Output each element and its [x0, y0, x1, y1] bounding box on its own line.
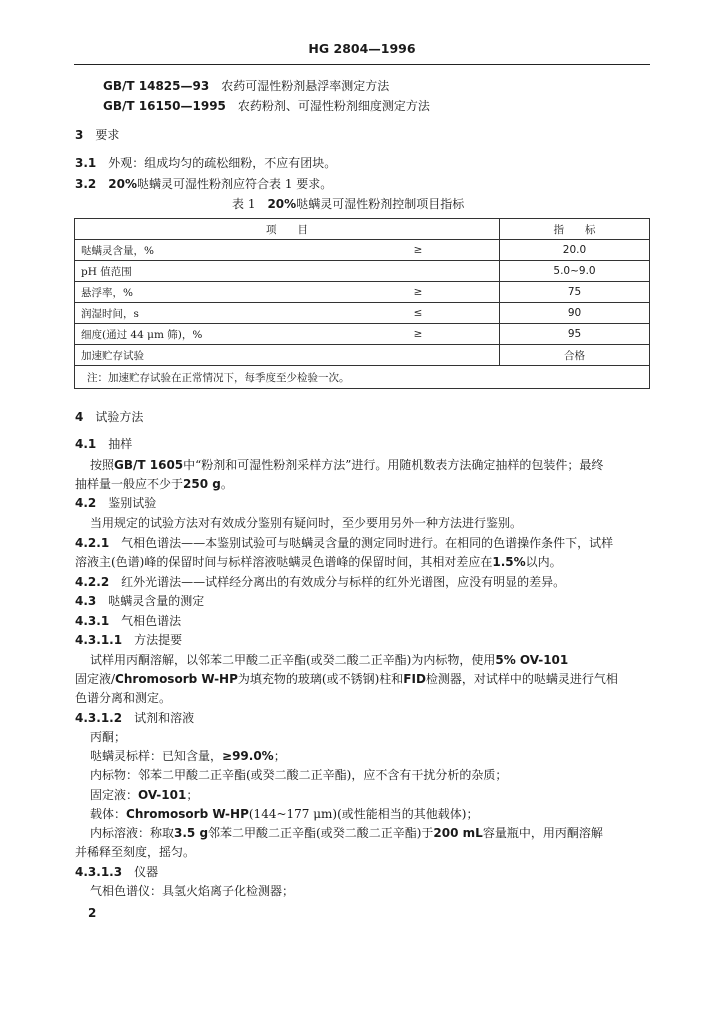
- reagent-internal-standard: 内标物：邻苯二甲酸二正辛酯(或癸二酸二正辛酯)，应不含有干扰分析的杂质；: [90, 768, 508, 782]
- spec-table: [74, 218, 650, 389]
- clause-4-3-1-1-text-1: 试样用丙酮溶解，以邻苯二甲酸二正辛酯(或癸二酸二正辛酯)为内标物，使用5% OV-101: [90, 653, 569, 667]
- reagent-internal-solution-2: 并稀释至刻度，摇匀。: [75, 845, 196, 859]
- clause-4-3-heading: 4.3 哒螨灵含量的测定: [75, 594, 205, 608]
- table-row: 加速贮存试验 合格: [75, 345, 650, 366]
- reagent-standard: 哒螨灵标样：已知含量，≥99.0%；: [90, 749, 286, 763]
- clause-4-2-2: 4.2.2 红外光谱法——试样经分离出的有效成分与标样的红外光谱图，应没有明显的差异。: [75, 575, 566, 589]
- clause-4-2-1: 4.2.1 气相色谱法——本鉴别试验可与哒螨灵含量的测定同时进行。在相同的色谱操作条件下，试样: [75, 536, 614, 550]
- clause-4-3-1-1-text-2: 固定液/Chromosorb W-HP为填充物的玻璃(或不锈钢)柱和FID检测器，对试样中的哒螨灵进行气相: [75, 672, 618, 686]
- clause-4-3-1-3-heading: 4.3.1.3 仪器: [75, 865, 159, 879]
- standard-code: HG 2804—1996: [308, 41, 416, 56]
- reference-2: GB/T 16150—1995 农药粉剂、可湿性粉剂细度测定方法: [103, 99, 430, 113]
- reference-1: GB/T 14825—93 农药可湿性粉剂悬浮率测定方法: [103, 79, 390, 93]
- instrument-gc: 气相色谱仪：具氢火焰离子化检测器；: [90, 884, 295, 898]
- reagent-acetone: 丙酮；: [90, 730, 127, 744]
- clause-4-2-text: 当用规定的试验方法对有效成分鉴别有疑问时，至少要用另外一种方法进行鉴别。: [90, 516, 523, 530]
- clause-4-1-text-2: 抽样量一般应不少于250 g。: [75, 477, 233, 491]
- clause-4-2-1-text-2: 溶液主(色谱)峰的保留时间与标样溶液哒螨灵色谱峰的保留时间，其相对差应在1.5%以内。: [75, 555, 562, 569]
- col-item-header: 项 目: [75, 219, 500, 240]
- clause-3-2: 3.2 20%哒螨灵可湿性粉剂应符合表 1 要求。: [75, 177, 333, 191]
- clause-3-1: 3.1 外观：组成均匀的疏松细粉，不应有团块。: [75, 156, 337, 170]
- clause-4-3-1-heading: 4.3.1 气相色谱法: [75, 614, 182, 628]
- table-header-row: [75, 219, 650, 240]
- table-note-row: [75, 366, 650, 389]
- clause-4-1-heading: 4.1 抽样: [75, 437, 133, 451]
- reagent-internal-solution-1: 内标溶液：称取3.5 g邻苯二甲酸二正辛酯(或癸二酸二正辛酯)于200 mL容量瓶中，用丙酮溶解: [90, 826, 603, 840]
- clause-4-2-heading: 4.2 鉴别试验: [75, 496, 157, 510]
- table-row: 悬浮率，% ≥ 75: [75, 282, 650, 303]
- page-number: 2: [88, 906, 97, 920]
- clause-4-3-1-2-heading: 4.3.1.2 试剂和溶液: [75, 711, 195, 725]
- page-header: [74, 38, 650, 65]
- clause-4-3-1-1-heading: 4.3.1.1 方法提要: [75, 633, 183, 647]
- table-row: pH 值范围 5.0~9.0: [75, 261, 650, 282]
- col-value-header: 指 标: [500, 219, 650, 240]
- table-caption: 表 1 20%哒螨灵可湿性粉剂控制项目指标: [232, 197, 465, 211]
- table-note: 注：加速贮存试验在正常情况下，每季度至少检验一次。: [75, 366, 650, 389]
- table-row: 哒螨灵含量，% ≥ 20.0: [75, 240, 650, 261]
- reagent-stationary-phase: 固定液：OV-101；: [90, 788, 199, 802]
- reagent-support: 载体：Chromosorb W-HP(144~177 μm)(或性能相当的其他载体)；: [90, 807, 479, 821]
- clause-4-1-text-1: 按照GB/T 1605中“粉剂和可湿性粉剂采样方法”进行。用随机数表方法确定抽样的包装件；最终: [90, 458, 604, 472]
- section-4-heading: 4 试验方法: [75, 410, 144, 424]
- section-3-heading: 3 要求: [75, 128, 120, 142]
- table-row: 润湿时间，s ≤ 90: [75, 303, 650, 324]
- clause-4-3-1-1-text-3: 色谱分离和测定。: [75, 691, 172, 705]
- table-row: 细度(通过 44 μm 筛)，% ≥ 95: [75, 324, 650, 345]
